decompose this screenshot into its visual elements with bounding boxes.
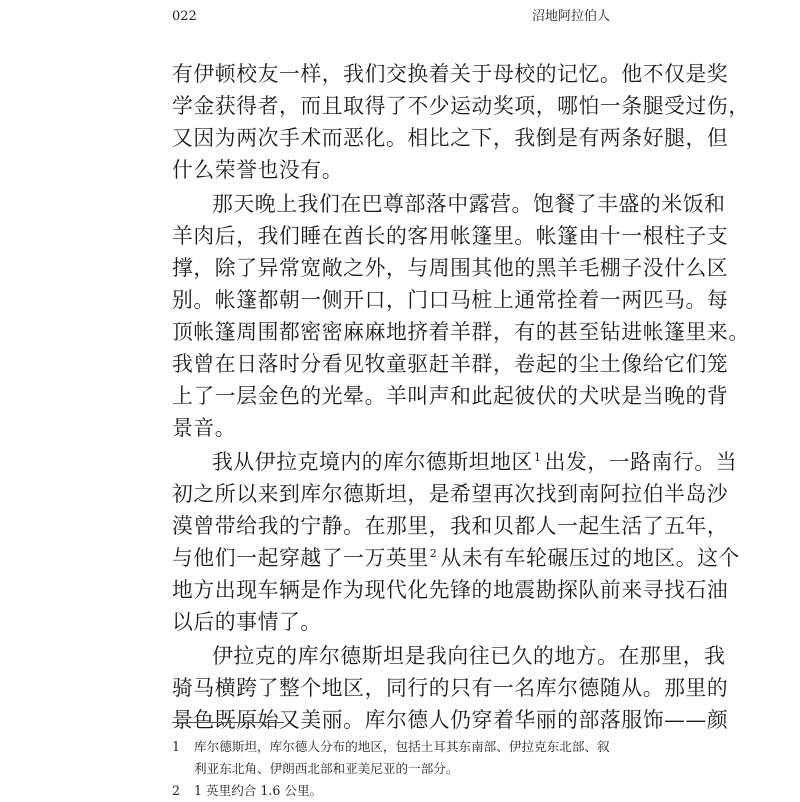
text-line: 以后的事情了。 — [172, 610, 322, 634]
text-line: 我曾在日落时分看见牧童驱赶羊群，卷起的尘土像给它们笼 — [172, 352, 729, 376]
footnote-number: 1 — [172, 739, 181, 754]
footnote-number: 2 — [172, 783, 181, 798]
text-line: 别。帐篷都朝一侧开口，门口马桩上通常拴着一两匹马。每 — [172, 288, 729, 312]
paragraph-1 — [172, 58, 750, 186]
text-line: 什么荣誉也没有。 — [172, 158, 344, 182]
text-line: 地方出现车辆是作为现代化先锋的地震勘探队前来寻找石油 — [172, 578, 729, 602]
footnote-1 — [172, 736, 610, 780]
page-number: 022 — [172, 9, 197, 24]
running-title: 沼地阿拉伯人 — [531, 9, 610, 24]
footnotes — [172, 736, 610, 802]
page-header — [172, 6, 610, 28]
text-segment: 与他们一起穿越了一万英里 — [172, 546, 429, 570]
footnote-ref-2[interactable]: 2 — [429, 547, 438, 560]
text-line: 景色既原始又美丽。库尔德人仍穿着华丽的部落服饰——颜 — [172, 708, 729, 732]
text-line: 那天晚上我们在巴尊部落中露营。饱餐了丰盛的米饭和 — [212, 192, 726, 216]
footnote-2 — [172, 780, 610, 802]
text-line: 伊拉克的库尔德斯坦是我向往已久的地方。在那里，我 — [212, 644, 726, 668]
text-segment: 我从伊拉克境内的库尔德斯坦地区 — [212, 450, 533, 474]
text-line: 又因为两次手术而恶化。相比之下，我倒是有两条好腿，但 — [172, 126, 729, 150]
text-line: 上了一层金色的光晕。羊叫声和此起彼伏的犬吠是当晚的背 — [172, 384, 729, 408]
text-line: 初之所以来到库尔德斯坦，是希望再次找到南阿拉伯半岛沙 — [172, 482, 729, 506]
text-line — [172, 446, 738, 478]
text-line: 撑，除了异常宽敞之外，与周围其他的黑羊毛棚子没什么区 — [172, 256, 729, 280]
footnote-line: 1 英里约合 1.6 公里。 — [194, 783, 323, 798]
body-text — [172, 58, 750, 738]
text-line: 景音。 — [172, 416, 237, 440]
text-line: 漠曾带给我的宁静。在那里，我和贝都人一起生活了五年， — [172, 514, 729, 538]
text-segment: 出发，一路南行。当 — [544, 450, 738, 474]
footnote-divider — [172, 722, 284, 723]
text-line: 有伊顿校友一样，我们交换着关于母校的记忆。他不仅是奖 — [172, 62, 729, 86]
footnote-line: 库尔德斯坦，库尔德人分布的地区，包括土耳其东南部、伊拉克东北部、叙 — [194, 739, 610, 754]
text-line: 学金获得者，而且取得了不少运动奖项，哪怕一条腿受过伤， — [172, 94, 750, 118]
text-segment: 从未有车轮碾压过的地区。这个 — [440, 546, 740, 570]
text-line: 骑马横跨了整个地区，同行的只有一名库尔德随从。那里的 — [172, 676, 729, 700]
text-line — [172, 542, 740, 574]
text-line: 顶帐篷周围都密密麻麻地挤着羊群，有的甚至钻进帐篷里来。 — [172, 320, 750, 344]
paragraph-2 — [172, 188, 750, 444]
text-line: 羊肉后，我们睡在酋长的客用帐篷里。帐篷由十一根柱子支 — [172, 224, 729, 248]
paragraph-3 — [172, 446, 740, 638]
footnote-ref-1[interactable]: 1 — [533, 451, 542, 464]
footnote-line: 利亚东北角、伊朗西北部和亚美尼亚的一部分。 — [194, 761, 459, 776]
